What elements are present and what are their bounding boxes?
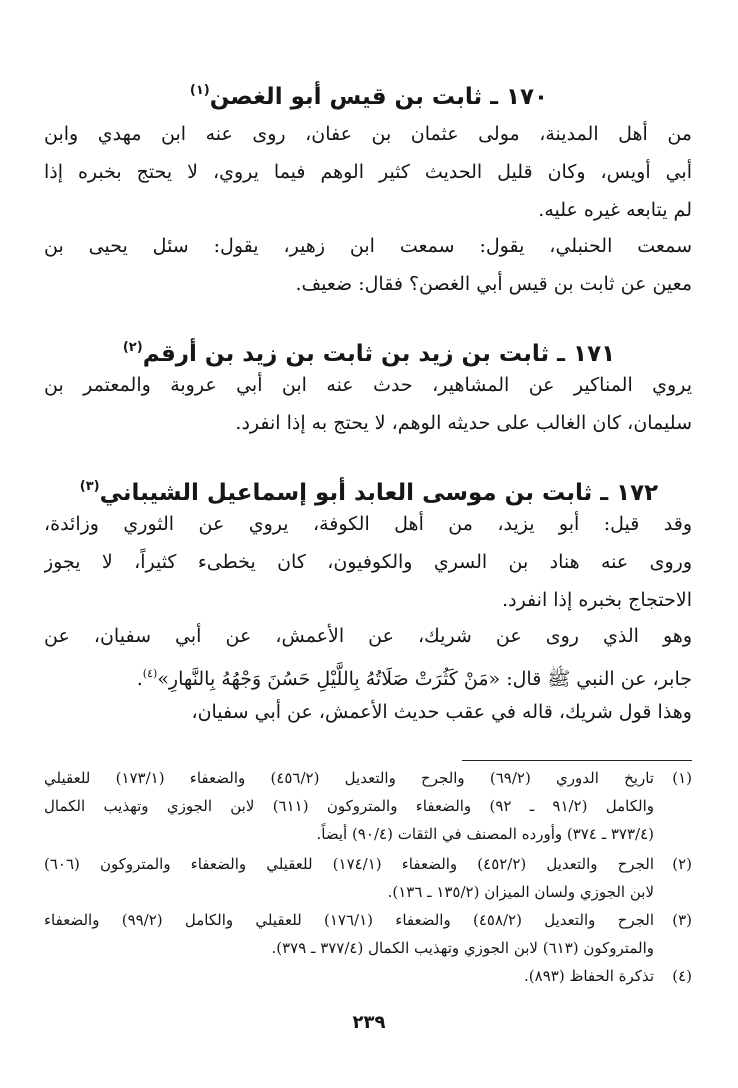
text-line: لم يتابعه غيره عليه.	[538, 199, 692, 221]
entry-paragraph	[44, 693, 692, 731]
footnote-line: تاريخ الدوري (٦٩/٢) والجرح والتعديل (٤٥٦/٢) والضعفاء (١٧٣/١) للعقيلي	[44, 769, 654, 787]
footnote-number: (٣)	[672, 911, 692, 929]
footnote-2	[44, 850, 692, 906]
text-line: الاحتجاج بخبره إذا انفرد.	[502, 589, 692, 611]
text-line: أبي أويس، وكان قليل الحديث كثير الوهم فيما يروي، لا يحتج بخبره إذا	[44, 161, 692, 183]
entry-heading-172	[0, 472, 738, 508]
footnote-number: (١)	[672, 769, 692, 787]
entry-paragraph	[44, 227, 692, 303]
footnote-1	[44, 764, 692, 848]
footnote-line: (٣٧٣/٤ ـ ٣٧٤) وأورده المصنف في الثقات (٩٠/٤) أيضاً.	[316, 825, 654, 843]
text-line: يروي المناكير عن المشاهير، حدث عنه ابن أبي عروبة والمعتمر بن	[44, 374, 692, 396]
text-line: وهو الذي روى عن شريك، عن الأعمش، عن أبي سفيان، عن	[44, 625, 692, 647]
text-line: سمعت الحنبلي، يقول: سمعت ابن زهير، يقول: سئل يحيى بن	[44, 235, 692, 257]
footnote-line: لابن الجوزي ولسان الميزان (١٣٥/٢ ـ ١٣٦).	[387, 883, 654, 901]
page-number: ٢٣٩	[352, 1012, 386, 1033]
entry-paragraph	[44, 366, 692, 442]
text-line: من أهل المدينة، مولى عثمان بن عفان، روى عنه ابن مهدي وابن	[44, 123, 692, 145]
footnote-ref: (١)	[189, 83, 210, 98]
text-line: معين عن ثابت بن قيس أبي الغصن؟ فقال: ضعيف.	[295, 273, 692, 295]
footnote-ref: (٣)	[79, 479, 100, 494]
hadith-text: جابر، عن النبي ﷺ قال: «مَنْ كَثُرَتْ صَلَاتُهُ بِاللَّيْلِ حَسُنَ وَجْهُهُ بِالنَّهارِ»	[157, 668, 692, 690]
text-line: وروى عنه هناد بن السري والكوفيون، كان يخطىء كثيراً، لا يجوز	[44, 551, 692, 573]
entry-paragraph	[44, 617, 692, 693]
footnote-number: (٤)	[672, 967, 692, 985]
footnote-3	[44, 906, 692, 962]
hadith-line	[44, 655, 692, 693]
text-line: سليمان، كان الغالب على حديثه الوهم، لا يحتج به إذا انفرد.	[235, 412, 692, 434]
footnote-line: والمتروكون (٦١٣) لابن الجوزي وتهذيب الكمال (٣٧٧/٤ ـ ٣٧٩).	[271, 939, 654, 957]
entry-heading-text: ١٧٢ ـ ثابت بن موسى العابد أبو إسماعيل الشيباني	[99, 480, 659, 506]
text-line: وهذا قول شريك، قاله في عقب حديث الأعمش، عن أبي سفيان،	[191, 701, 692, 723]
footnote-line: الجرح والتعديل (٤٥٢/٢) والضعفاء (١٧٤/١) للعقيلي والضعفاء والمتروكون (٦٠٦)	[44, 855, 654, 873]
entry-paragraph	[44, 115, 692, 229]
footnote-ref: (٤)	[142, 667, 158, 680]
entry-heading-text: ١٧١ ـ ثابت بن زيد بن ثابت بن زيد بن أرقم	[142, 341, 616, 367]
entry-heading-171	[0, 333, 738, 369]
footnote-ref: (٢)	[122, 340, 143, 355]
footnote-line: الجرح والتعديل (٤٥٨/٢) والضعفاء (١٧٦/١) للعقيلي والكامل (٩٩/٢) والضعفاء	[44, 911, 654, 929]
entry-heading-170	[0, 76, 738, 112]
footnote-4	[44, 962, 692, 990]
footnote-separator	[462, 760, 692, 761]
hadith-end: .	[136, 668, 143, 690]
text-line: وقد قيل: أبو يزيد، من أهل الكوفة، يروي عن الثوري وزائدة،	[44, 513, 692, 535]
footnote-line: تذكرة الحفاظ (٨٩٣).	[524, 967, 654, 985]
footnote-number: (٢)	[672, 855, 692, 873]
entry-paragraph	[44, 505, 692, 619]
entry-heading-text: ١٧٠ ـ ثابت بن قيس أبو الغصن	[209, 84, 549, 110]
footnote-line: والكامل (٩١/٢ ـ ٩٢) والضعفاء والمتروكون (٦١١) لابن الجوزي وتهذيب الكمال	[44, 797, 654, 815]
